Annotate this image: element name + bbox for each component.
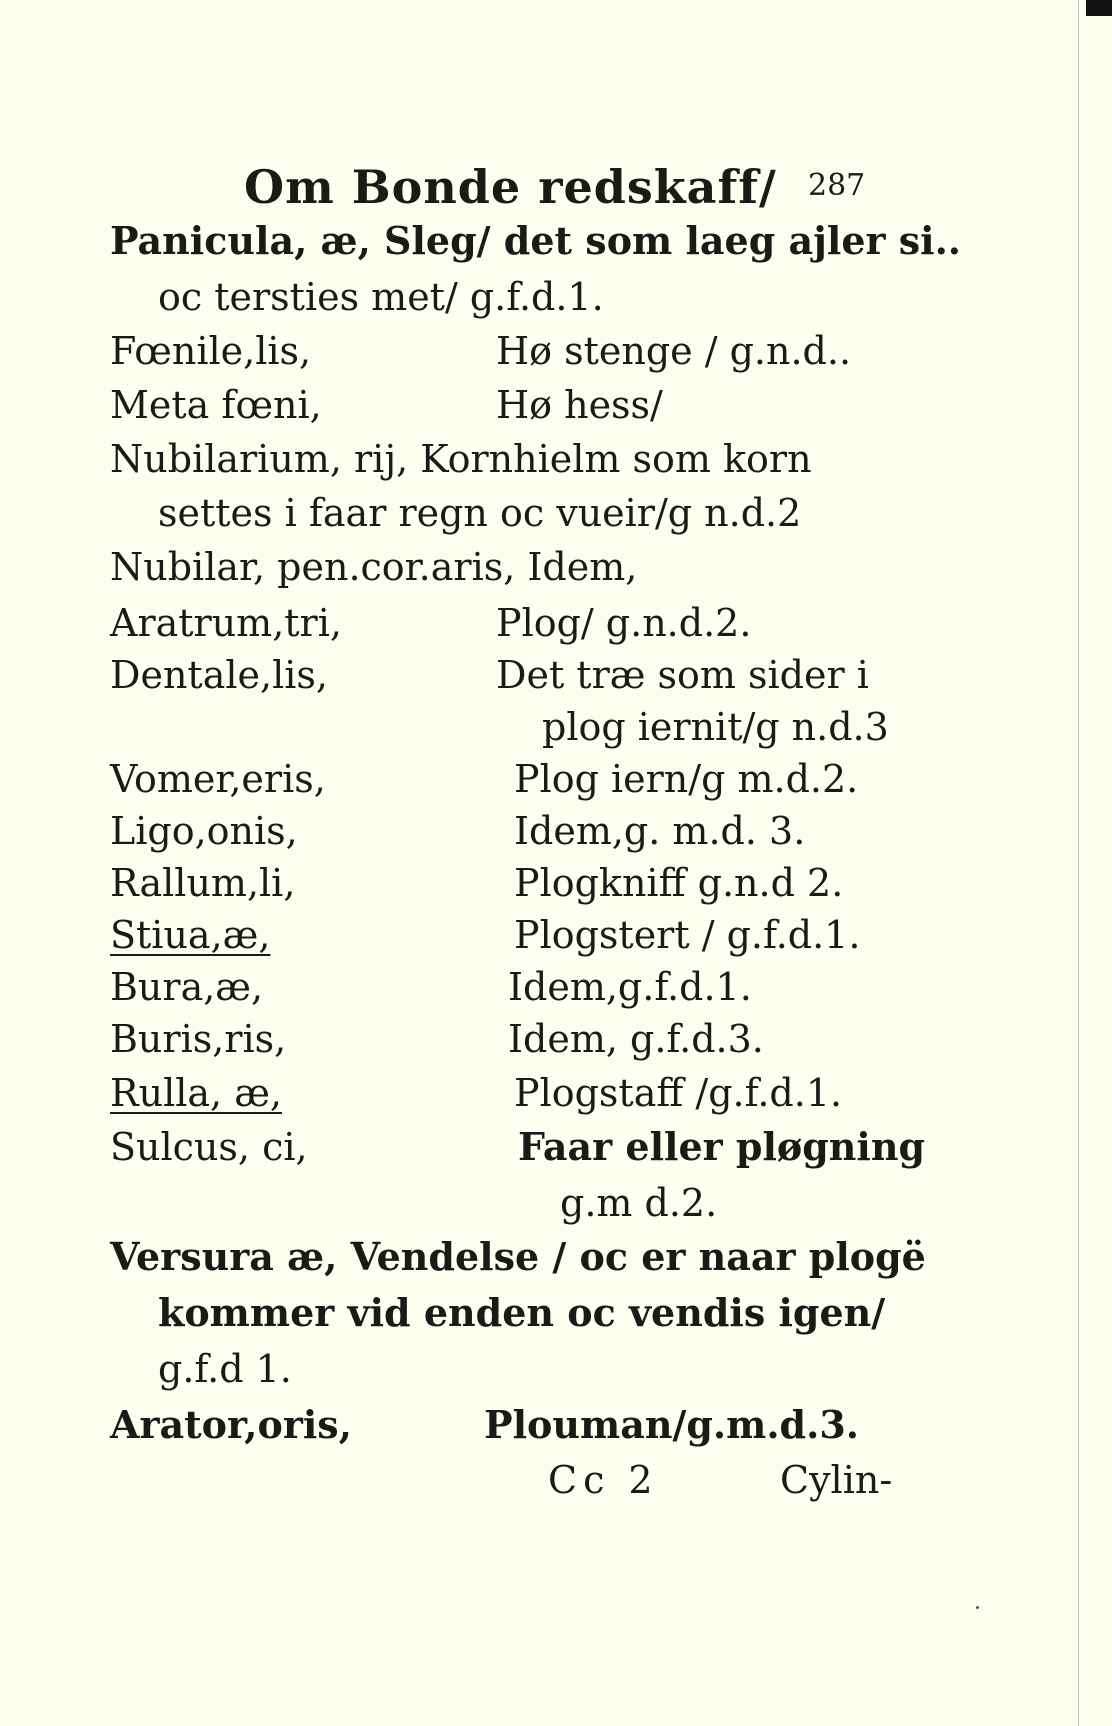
entry-vomer-danish: Plog iern/g m.d.2.: [514, 757, 859, 801]
paper-speck: [976, 1606, 979, 1609]
entry-ligo-danish: Idem,g. m.d. 3.: [514, 809, 806, 853]
entry-foenile-danish: Hø stenge / g.n.d..: [496, 329, 852, 373]
entry-meta-latin: Meta fœni,: [110, 383, 322, 427]
entry-dentale-cont: plog iernit/g n.d.3: [542, 705, 889, 749]
entry-nubilarium: Nubilarium, rij, Kornhielm som korn: [110, 437, 812, 481]
entry-aratrum-danish: Plog/ g.n.d.2.: [496, 601, 752, 645]
entry-rallum-latin: Rallum,li,: [110, 861, 296, 905]
entry-panicula: Panicula, æ, Sleg/ det som laeg ajler si..: [110, 218, 962, 263]
catchword: Cylin-: [780, 1458, 893, 1502]
entry-arator-latin: Arator,oris,: [110, 1402, 352, 1447]
entry-rulla-danish: Plogstaff /g.f.d.1.: [514, 1071, 843, 1115]
signature-mark: Cc 2: [548, 1458, 659, 1502]
entry-panicula-cont: oc tersties met/ g.f.d.1.: [158, 275, 604, 319]
entry-dentale-danish: Det træ som sider i: [496, 653, 869, 697]
entry-aratrum-latin: Aratrum,tri,: [110, 601, 342, 645]
entry-sulcus-cont: g.m d.2.: [560, 1181, 718, 1225]
entry-rulla-latin: Rulla, æ,: [110, 1071, 283, 1115]
entry-sulcus-latin: Sulcus, ci,: [110, 1125, 308, 1169]
entry-nubilar: Nubilar, pen.cor.aris, Idem,: [110, 545, 638, 589]
entry-stiua-danish: Plogstert / g.f.d.1.: [514, 913, 861, 957]
entry-nubilarium-cont: settes i faar regn oc vueir/g n.d.2: [158, 491, 802, 535]
entry-arator-danish: Plouman/g.m.d.3.: [484, 1402, 860, 1447]
running-title: Om Bonde redskaff/: [244, 160, 777, 214]
entry-versura: Versura æ, Vendelse / oc er naar plogë: [110, 1234, 926, 1279]
entry-meta-danish: Hø hess/: [496, 383, 663, 427]
entry-versura-cont2: g.f.d 1.: [158, 1347, 292, 1391]
entry-vomer-latin: Vomer,eris,: [110, 757, 326, 801]
entry-bura-latin: Bura,æ,: [110, 965, 264, 1009]
page-footer: [0, 1458, 1112, 1508]
entry-versura-cont: kommer vid enden oc vendis igen/: [158, 1290, 886, 1335]
entry-bura-danish: Idem,g.f.d.1.: [508, 965, 752, 1009]
entry-stiua-latin: Stiua,æ,: [110, 913, 271, 957]
entry-rallum-danish: Plogkniff g.n.d 2.: [514, 861, 844, 905]
page-number: 287: [808, 168, 866, 203]
entry-dentale-latin: Dentale,lis,: [110, 653, 328, 697]
entry-buris-latin: Buris,ris,: [110, 1017, 287, 1061]
entry-ligo-latin: Ligo,onis,: [110, 809, 298, 853]
entry-buris-danish: Idem, g.f.d.3.: [508, 1017, 764, 1061]
entry-sulcus-danish: Faar eller pløgning: [518, 1124, 926, 1169]
entry-foenile-latin: Fœnile,lis,: [110, 329, 312, 373]
